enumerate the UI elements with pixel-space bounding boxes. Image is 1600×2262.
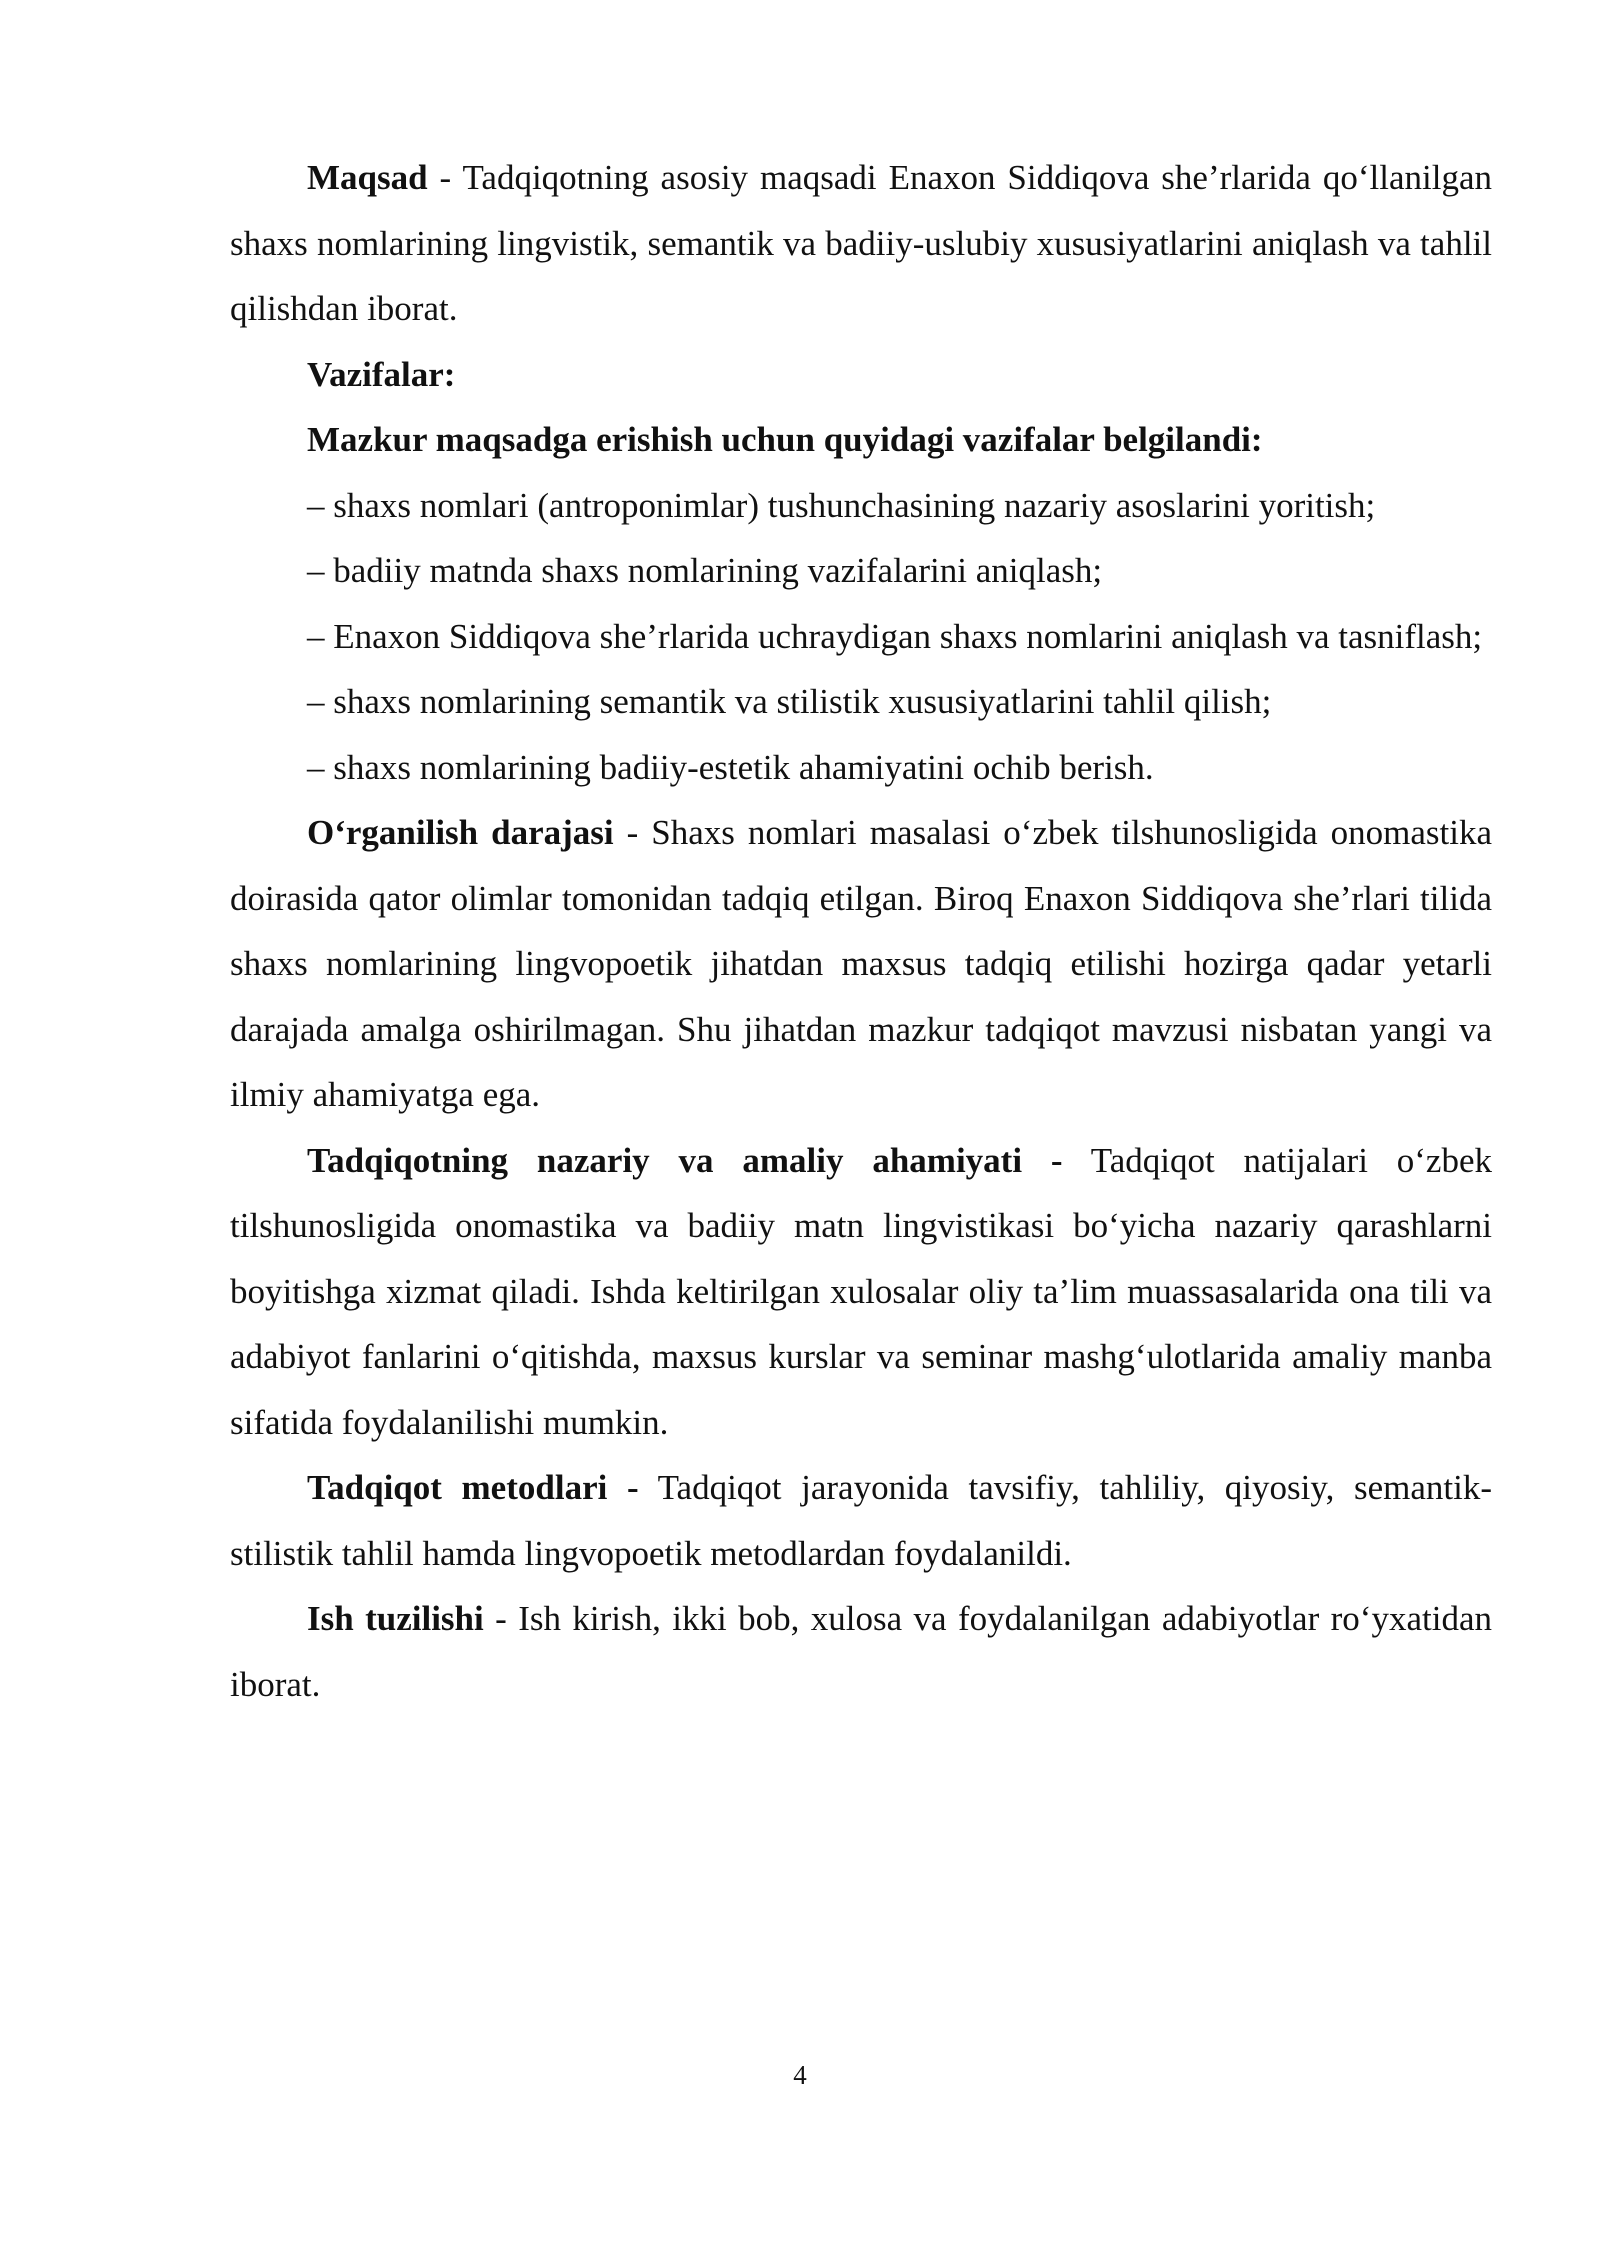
study-level-paragraph (230, 800, 1492, 1128)
task-item-3: – Enaxon Siddiqova she’rlarida uchraydigan shaxs nomlarini aniqlash va tasniflash; (307, 616, 1483, 656)
structure-paragraph (230, 1586, 1492, 1717)
methods-text: Tadqiqot jarayonida tavsifiy, tahliliy, qiyosiy, semantik-stilistik tahlil hamda lingvopoetik metodlardan foydalanildi. (230, 1468, 1492, 1573)
task-item-4: – shaxs nomlarining semantik va stilistik xususiyatlarini tahlil qilish; (307, 682, 1272, 721)
task-item-2: – badiiy matnda shaxs nomlarining vazifalarini aniqlash; (307, 551, 1103, 590)
study-level-heading: O‘rganilish darajasi (307, 813, 614, 852)
significance-paragraph (230, 1128, 1492, 1456)
structure-heading: Ish tuzilishi (307, 1599, 484, 1638)
structure-text: - Ish kirish, ikki bob, xulosa va foydalanilgan adabiyotlar ro‘yxatidan iborat. (230, 1599, 1492, 1704)
purpose-heading: Maqsad (307, 158, 428, 197)
study-level-text: - Shaxs nomlari masalasi o‘zbek tilshunosligida onomastika doirasida qator olimlar tomonidan tadqiq etilgan. Biroq Enaxon Siddiqova she’rlari tilida shaxs nomlarining lingvopoetik jihatdan maxsus tadqiq etilishi hozirga qadar yetarli darajada amalga oshirilmagan. Shu jihatdan mazkur tadqiqot mavzusi nisbatan yangi va ilmiy ahamiyatga ega. (230, 813, 1492, 1114)
tasks-intro: Mazkur maqsadga erishish uchun quyidagi vazifalar belgilandi: (307, 420, 1263, 459)
task-item-1: – shaxs nomlari (antroponimlar) tushunchasining nazariy asoslarini yoritish; (307, 485, 1376, 525)
tasks-heading: Vazifalar: (307, 354, 456, 394)
page-number: 4 (793, 2060, 807, 2090)
purpose-paragraph (230, 145, 1492, 342)
page-content (230, 145, 1492, 1717)
purpose-text: - Tadqiqotning asosiy maqsadi Enaxon Siddiqova she’rlarida qo‘llanilgan shaxs nomlarining lingvistik, semantik va badiiy-uslubiy xususiyatlarini aniqlash va tahlil qilishdan iborat. (230, 158, 1492, 328)
methods-paragraph (230, 1455, 1492, 1586)
task-item-5: – shaxs nomlarining badiiy-estetik ahamiyatini ochib berish. (307, 747, 1154, 787)
methods-heading: Tadqiqot metodlari - (307, 1468, 639, 1507)
significance-text: Tadqiqot natijalari o‘zbek tilshunosligida onomastika va badiiy matn lingvistikasi bo‘yicha nazariy qarashlarni boyitishga xizmat qiladi. Ishda keltirilgan xulosalar oliy ta’lim muassasalarida ona tili va adabiyot fanlarini o‘qitishda, maxsus kurslar va seminar mashg‘ulotlarida amaliy manba sifatida foydalanilishi mumkin. (230, 1140, 1493, 1442)
significance-heading: Tadqiqotning nazariy va amaliy ahamiyati - (307, 1140, 1063, 1180)
